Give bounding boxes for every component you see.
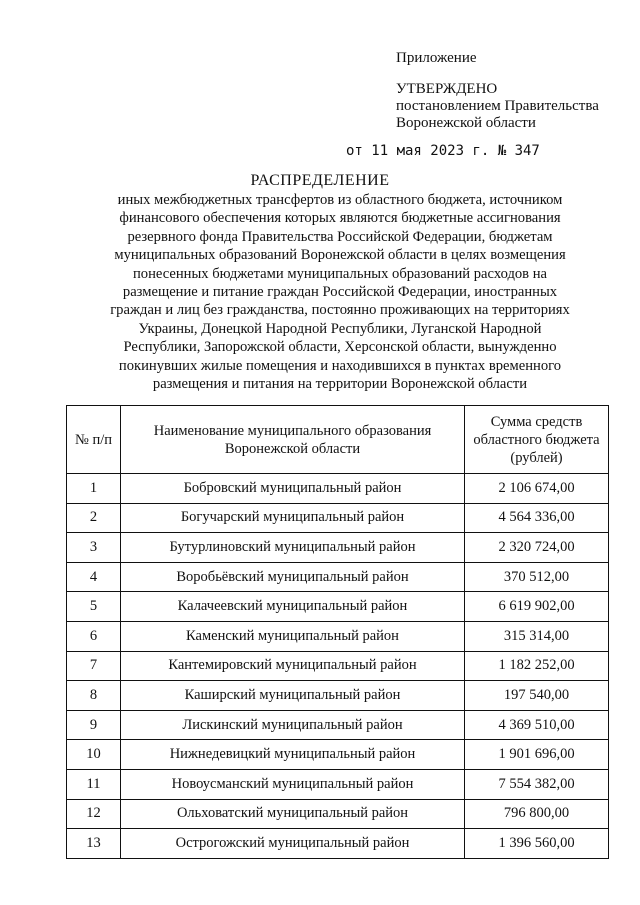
table-row (67, 829, 609, 859)
subtitle-line: Республики, Запорожской области, Херсонской области, вынужденно (123, 339, 557, 356)
row-amount: 4 369 510,00 (465, 710, 609, 740)
row-municipality: Острогожский муниципальный район (121, 829, 465, 859)
table-row (67, 621, 609, 651)
decree-reference: от 11 мая 2023 г. № 347 (346, 143, 540, 159)
row-number: 10 (67, 740, 121, 770)
row-municipality: Лискинский муниципальный район (121, 710, 465, 740)
table-row (67, 769, 609, 799)
header-municipality (121, 406, 465, 474)
row-number: 1 (67, 474, 121, 504)
header-amount-line-2: областного бюджета (473, 431, 600, 448)
subtitle-line: резервного фонда Правительства Российской Федерации, бюджетам (127, 228, 553, 245)
table-row (67, 651, 609, 681)
row-number: 12 (67, 799, 121, 829)
subtitle-line: покинувших жилые помещения и находившихся в пунктах временного (118, 357, 562, 374)
subtitle-line: муниципальных образований Воронежской области в целях возмещения (114, 247, 566, 264)
header-municipality-line-2: Воронежской области (224, 440, 361, 457)
row-municipality: Каширский муниципальный район (121, 681, 465, 711)
subtitle-line: иных межбюджетных трансфертов из областного бюджета, источником (117, 192, 563, 208)
subtitle-line: Украины, Донецкой Народной Республики, Луганской Народной (138, 320, 542, 337)
table-row (67, 799, 609, 829)
document-title: РАСПРЕДЕЛЕНИЕ (250, 172, 390, 189)
distribution-table (66, 405, 609, 859)
row-amount: 197 540,00 (465, 681, 609, 711)
row-amount: 1 901 696,00 (465, 740, 609, 770)
subtitle-line: размещение и питание граждан Российской Федерации, иностранных (122, 284, 558, 301)
row-amount: 315 314,00 (465, 621, 609, 651)
table-row (67, 474, 609, 504)
header-municipality-line-1: Наименование муниципального образования (153, 422, 432, 439)
row-amount: 7 554 382,00 (465, 769, 609, 799)
row-municipality: Новоусманский муниципальный район (121, 769, 465, 799)
row-municipality: Бутурлиновский муниципальный район (121, 533, 465, 563)
row-municipality: Калачеевский муниципальный район (121, 592, 465, 622)
document-subtitle (60, 191, 620, 393)
row-number: 5 (67, 592, 121, 622)
table-row (67, 710, 609, 740)
subtitle-line: понесенных бюджетами муниципальных образований расходов на (132, 265, 547, 282)
row-number: 3 (67, 533, 121, 563)
row-amount: 370 512,00 (465, 562, 609, 592)
row-number: 9 (67, 710, 121, 740)
row-municipality: Воробьёвский муниципальный район (121, 562, 465, 592)
approved-by-line-1: постановлением Правительства (396, 98, 599, 114)
row-municipality: Богучарский муниципальный район (121, 503, 465, 533)
table-row (67, 533, 609, 563)
row-amount: 6 619 902,00 (465, 592, 609, 622)
row-number: 13 (67, 829, 121, 859)
row-number: 11 (67, 769, 121, 799)
header-amount-line-3: (рублей) (510, 449, 563, 466)
row-amount: 1 182 252,00 (465, 651, 609, 681)
subtitle-line: размещения и питания на территории Воронежской области (152, 376, 528, 393)
table-row (67, 592, 609, 622)
row-number: 6 (67, 621, 121, 651)
row-number: 8 (67, 681, 121, 711)
row-amount: 2 320 724,00 (465, 533, 609, 563)
row-amount: 796 800,00 (465, 799, 609, 829)
table-row (67, 740, 609, 770)
header-amount (465, 406, 609, 474)
appendix-label: Приложение (396, 50, 477, 66)
approved-by-line-2: Воронежской области (396, 115, 536, 131)
header-amount-line-1: Сумма средств (490, 413, 583, 430)
row-municipality: Кантемировский муниципальный район (121, 651, 465, 681)
header-number: № п/п (67, 406, 121, 474)
row-amount: 4 564 336,00 (465, 503, 609, 533)
approved-label: УТВЕРЖДЕНО (396, 81, 498, 97)
table-row (67, 562, 609, 592)
row-municipality: Нижнедевицкий муниципальный район (121, 740, 465, 770)
row-municipality: Ольховатский муниципальный район (121, 799, 465, 829)
row-amount: 2 106 674,00 (465, 474, 609, 504)
table-header-row (67, 406, 609, 474)
table-row (67, 681, 609, 711)
subtitle-line: граждан и лиц без гражданства, постоянно проживающих на территориях (110, 302, 570, 319)
approval-block (396, 50, 599, 132)
row-municipality: Бобровский муниципальный район (121, 474, 465, 504)
row-number: 2 (67, 503, 121, 533)
subtitle-line: финансового обеспечения которых являются бюджетные ассигнования (119, 210, 561, 227)
row-number: 4 (67, 562, 121, 592)
row-amount: 1 396 560,00 (465, 829, 609, 859)
row-municipality: Каменский муниципальный район (121, 621, 465, 651)
table-row (67, 503, 609, 533)
row-number: 7 (67, 651, 121, 681)
